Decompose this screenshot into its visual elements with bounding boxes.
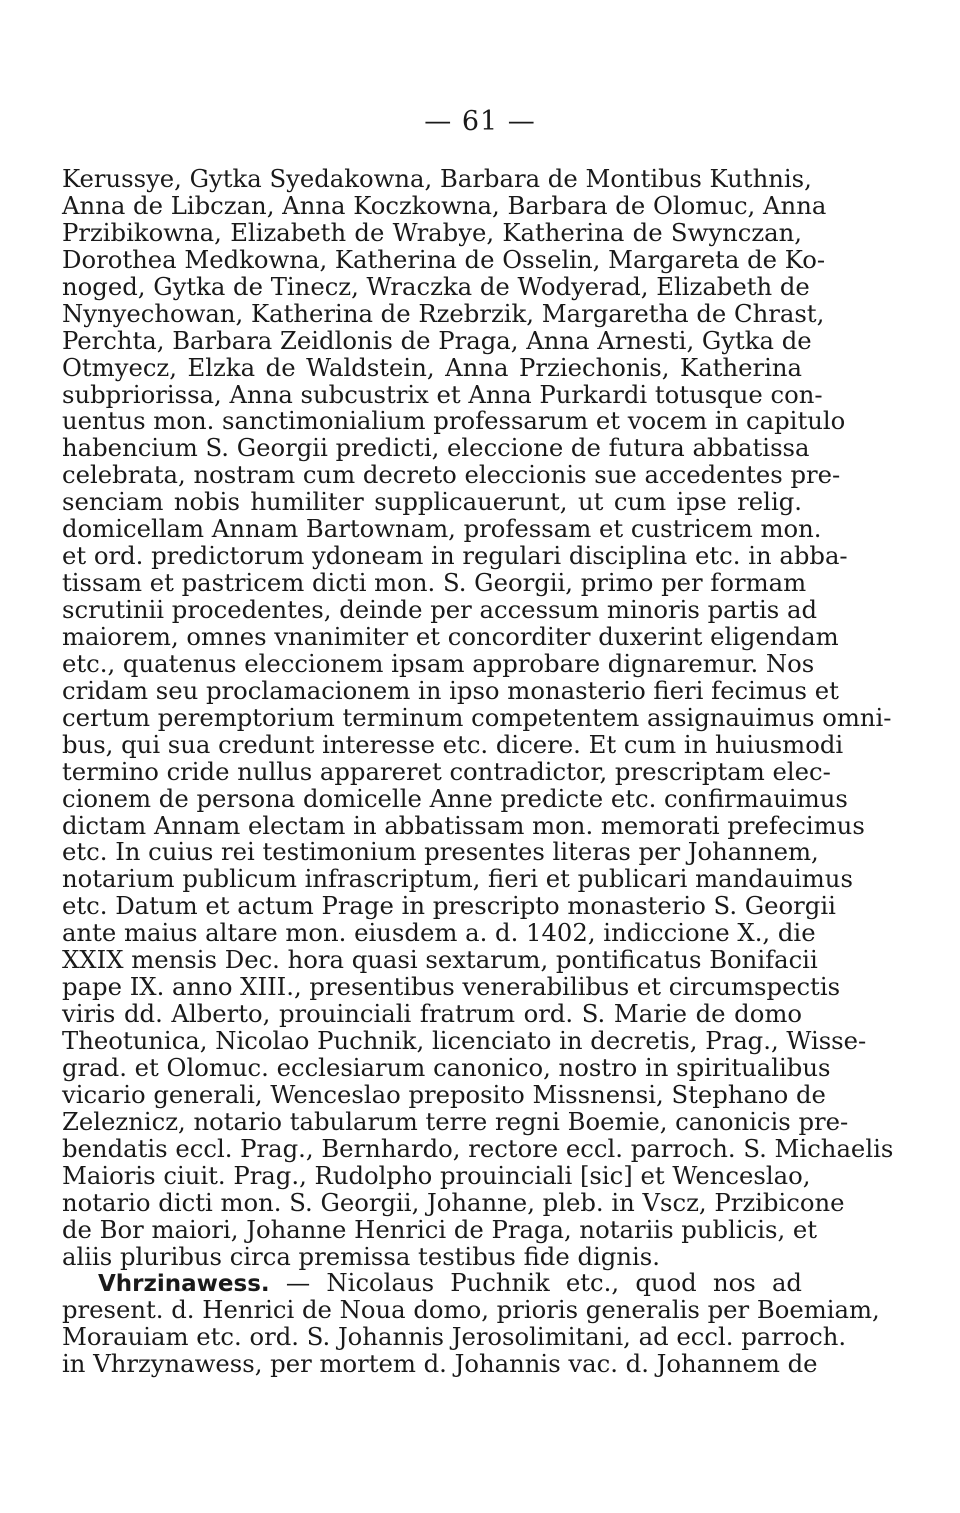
paragraph-1-line: Dorothea Medkowna, Katherina de Osselin, Margareta de Ko- bbox=[62, 244, 826, 274]
paragraph-1-line: ante maius altare mon. eiusdem a. d. 1402, indiccione X., die bbox=[62, 918, 816, 948]
paragraph-1-line: etc. Datum et actum Prage in prescripto monasterio S. Georgii bbox=[62, 891, 836, 921]
paragraph-1-line: cridam seu proclamacionem in ipso monasterio fieri fecimus et bbox=[62, 675, 839, 705]
paragraph-1-line: bendatis eccl. Prag., Bernhardo, rectore eccl. parroch. S. Michaelis bbox=[62, 1133, 894, 1163]
paragraph-1-line: habencium S. Georgii predicti, eleccione de futura abbatissa bbox=[62, 433, 810, 463]
paragraph-1-line: termino cride nullus appareret contradictor, prescriptam elec- bbox=[62, 756, 831, 786]
paragraph-1-line: viris dd. Alberto, prouinciali fratrum ord. S. Marie de domo bbox=[62, 999, 802, 1029]
paragraph-1-line: maiorem, omnes vnanimiter et concorditer duxerint eligendam bbox=[62, 621, 839, 651]
paragraph-1-line: certum peremptorium terminum competentem assignauimus omni- bbox=[62, 702, 892, 732]
paragraph-1-line: notarium publicum infrascriptum, fieri et publicari mandauimus bbox=[62, 864, 853, 894]
paragraph-1-line: Otmyecz, Elzka de Waldstein, Anna Prziechonis, Katherina bbox=[62, 352, 802, 382]
paragraph-2 bbox=[62, 1268, 880, 1379]
paragraph-1-line: cionem de persona domicelle Anne predicte etc. confirmauimus bbox=[62, 783, 848, 813]
paragraph-2-line-1 bbox=[62, 1270, 802, 1297]
paragraph-2-line: present. d. Henrici de Noua domo, prioris generalis per Boemiam, bbox=[62, 1295, 880, 1325]
paragraph-1-line: Kerussye, Gytka Syedakowna, Barbara de Montibus Kuthnis, bbox=[62, 164, 812, 193]
paragraph-2-line: in Vhrzynawess, per mortem d. Johannis vac. d. Johannem de bbox=[62, 1349, 818, 1379]
paragraph-1-line: Maioris ciuit. Prag., Rudolpho prouinciali [sic] et Wenceslao, bbox=[62, 1160, 811, 1190]
paragraph-1-line: et ord. predictorum ydoneam in regulari disciplina etc. in abba- bbox=[62, 541, 848, 571]
page-number: — 61 — bbox=[424, 106, 536, 137]
paragraph-1-line: scrutinii procedentes, deinde per accessum minoris partis ad bbox=[62, 595, 817, 624]
paragraph-1-line: subpriorissa, Anna subcustrix et Anna Purkardi totusque con- bbox=[62, 379, 823, 409]
paragraph-1-line: notario dicti mon. S. Georgii, Johanne, pleb. in Vscz, Przibicone bbox=[62, 1187, 845, 1217]
paragraph-1-line: aliis pluribus circa premissa testibus fide dignis. bbox=[62, 1241, 660, 1271]
paragraph-1-line: XXIX mensis Dec. hora quasi sextarum, pontificatus Bonifacii bbox=[62, 945, 818, 975]
paragraph-1-line: dictam Annam electam in abbatissam mon. memorati prefecimus bbox=[62, 810, 865, 840]
paragraph-1-line: tissam et pastricem dicti mon. S. Georgii, primo per formam bbox=[62, 568, 807, 598]
paragraph-1-line: celebrata, nostram cum decreto eleccionis sue accedentes pre- bbox=[62, 460, 841, 490]
paragraph-1-line: bus, qui sua credunt interesse etc. dicere. Et cum in huiusmodi bbox=[62, 729, 844, 759]
paragraph-1-line: domicellam Annam Bartownam, professam et custricem mon. bbox=[62, 514, 822, 544]
paragraph-1-line: grad. et Olomuc. ecclesiarum canonico, nostro in spiritualibus bbox=[62, 1052, 831, 1082]
paragraph-1-line: senciam nobis humiliter supplicauerunt, ut cum ipse relig. bbox=[62, 487, 802, 517]
paragraph-1 bbox=[62, 164, 894, 1271]
body-text bbox=[62, 164, 894, 1379]
entry-heading: Vhrzinawess. bbox=[98, 1271, 270, 1298]
paragraph-2-line: Morauiam etc. ord. S. Johannis Jerosolimitani, ad eccl. parroch. bbox=[62, 1322, 847, 1352]
paragraph-1-line: de Bor maiori, Johanne Henrici de Praga, notariis publicis, et bbox=[62, 1214, 818, 1244]
paragraph-2-line-1-text: — Nicolaus Puchnik etc., quod nos ad bbox=[285, 1268, 802, 1298]
paragraph-1-line: etc. In cuius rei testimonium presentes literas per Johannem, bbox=[62, 837, 819, 867]
paragraph-1-line: Theotunica, Nicolao Puchnik, licenciato in decretis, Prag., Wisse- bbox=[62, 1026, 867, 1055]
paragraph-1-line: noged, Gytka de Tinecz, Wraczka de Wodyerad, Elizabeth de bbox=[62, 271, 810, 301]
paragraph-1-line: Anna de Libczan, Anna Koczkowna, Barbara de Olomuc, Anna bbox=[62, 190, 827, 220]
paragraph-1-line: Zeleznicz, notario tabularum terre regni Boemie, canonicis pre- bbox=[62, 1106, 849, 1136]
paragraph-1-line: vicario generali, Wenceslao preposito Missnensi, Stephano de bbox=[62, 1079, 826, 1109]
paragraph-1-line: etc., quatenus eleccionem ipsam approbare dignaremur. Nos bbox=[62, 648, 815, 678]
paragraph-1-line: Nynyechowan, Katherina de Rzebrzik, Margaretha de Chrast, bbox=[62, 298, 825, 328]
paragraph-1-line: Perchta, Barbara Zeidlonis de Praga, Anna Arnesti, Gytka de bbox=[62, 325, 812, 355]
paragraph-1-line: Przibikowna, Elizabeth de Wrabye, Katherina de Swynczan, bbox=[62, 217, 802, 247]
paragraph-1-line: uentus mon. sanctimonialium professarum et vocem in capitulo bbox=[62, 406, 846, 436]
paragraph-1-line: pape IX. anno XIII., presentibus venerabilibus et circumspectis bbox=[62, 972, 841, 1002]
